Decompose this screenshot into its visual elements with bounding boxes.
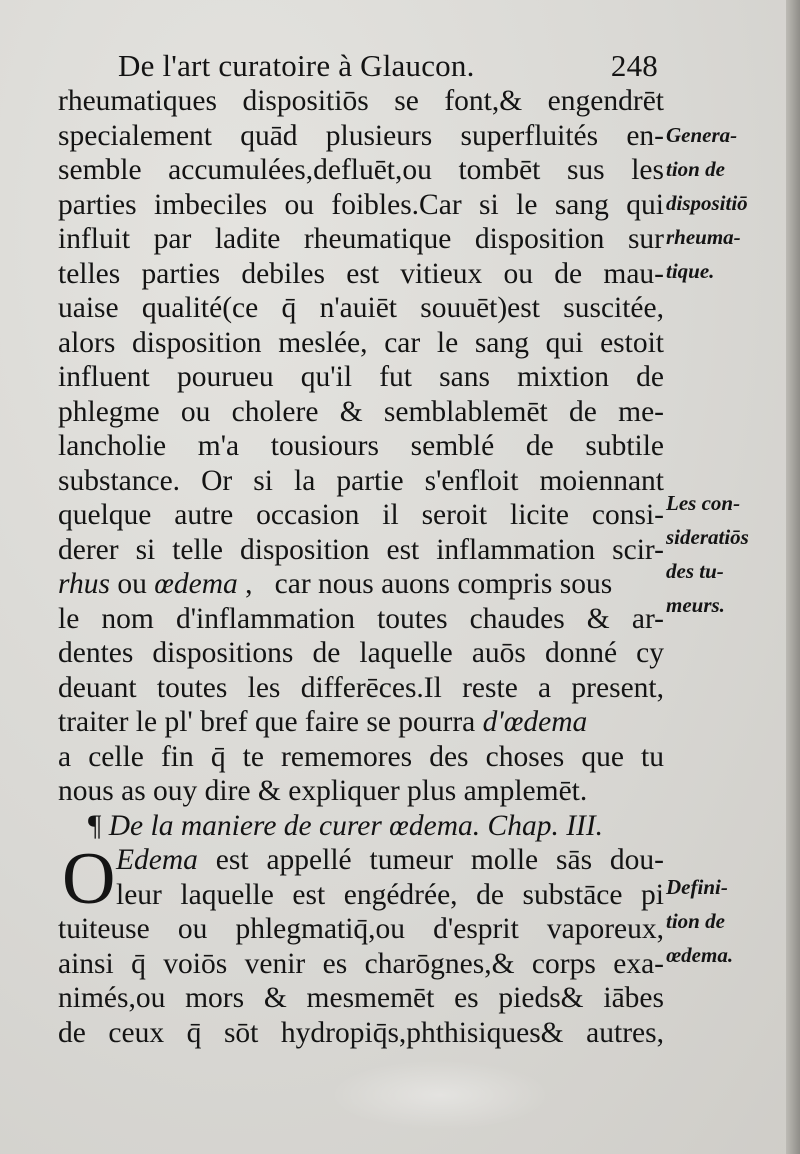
margin-note-line: tion de (666, 157, 725, 181)
text-line: quelque autre occasion il seroit licite consi- (58, 499, 664, 531)
margin-note-line: œdema. (666, 943, 734, 967)
text-line: le nom d'inflammation toutes chaudes & ar- (58, 602, 664, 635)
text-line: dentes dispositions de laquelle auōs donné cy (58, 637, 664, 669)
italic-term: rhus (58, 568, 110, 600)
text-line: influit par ladite rheumatique disposition sur (58, 223, 664, 255)
text-line-scirrhus (58, 567, 664, 602)
running-head (118, 48, 658, 88)
chapter-heading (58, 809, 664, 844)
text-line: telles parties debiles est vitieux ou de mau- (58, 257, 664, 290)
margin-note-line: des tu- (666, 559, 724, 583)
text-line: specialement quād plusieurs superfluités en- (58, 119, 664, 152)
body-text (58, 84, 664, 1050)
margin-note-generation (666, 118, 790, 288)
chapter-number: Chap. III. (480, 809, 604, 842)
text-line: derer si telle disposition est inflammation scir- (58, 533, 664, 566)
chapter-title: De la maniere de curer œdema. (108, 809, 481, 842)
margin-note-line: Les con- (666, 491, 741, 515)
margin-note-line: tion de (666, 909, 725, 933)
text-fragment: traiter le pl' bref que faire se pourra (58, 706, 483, 738)
margin-note-line: dispositiō (666, 191, 748, 215)
text-line (58, 843, 664, 878)
italic-term: œdema (154, 568, 238, 600)
margin-note-line: sideratiōs (666, 525, 749, 549)
running-head-title: De l'art curatoire à Glaucon. (118, 48, 475, 83)
margin-note-line: Defini- (666, 875, 728, 899)
text-line: deuant toutes les differēces.Il reste a present, (58, 671, 664, 704)
text-line: phlegme ou cholere & semblablemēt de me- (58, 395, 664, 428)
text-line-oedema (58, 705, 664, 740)
margin-note-line: meurs. (666, 593, 725, 617)
text-line: semble accumulées,defluēt,ou tombēt sus les (58, 154, 664, 186)
text-line: de ceux q̄ sōt hydropiq̄s,phthisiques& autres, (58, 1016, 664, 1049)
page-number: 248 (610, 48, 658, 83)
text-line: lancholie m'a tousiours semblé de subtile (58, 430, 664, 462)
margin-note-line: Genera- (666, 123, 738, 147)
italic-term: Edema (116, 844, 198, 876)
text-line: nimés,ou mors & mesmemēt es pieds& iābes (58, 982, 664, 1014)
text-line: substance. Or si la partie s'enfloit moiennant (58, 464, 664, 497)
text-line: influent pourueu qu'il fut sans mixtion de (58, 361, 664, 393)
margin-note-considerations (666, 486, 790, 622)
margin-note-line: tique. (666, 259, 715, 283)
text-line: alors disposition meslée, car le sang qui estoit (58, 326, 664, 359)
text-line: a celle fin q̄ te rememores des choses que tu (58, 740, 664, 773)
text-line: rheumatiques dispositiōs se font,& engendrēt (58, 85, 664, 117)
text-fragment: , car nous auons compris sous (237, 568, 613, 600)
chapter-opening (58, 838, 664, 920)
text-line: tuiteuse ou phlegmatiq̄,ou d'esprit vaporeux, (58, 913, 664, 945)
margin-note-definition (666, 870, 790, 972)
text-line: parties imbeciles ou foibles.Car si le sang qui (58, 188, 664, 221)
margin-note-line: rheuma- (666, 225, 741, 249)
text-line: nous as ouy dire & expliquer plus amplemēt. (58, 775, 588, 807)
text-fragment: est appellé tumeur molle sās dou- (197, 844, 664, 876)
text-line: leur laquelle est engédrée, de substāce pi (116, 878, 664, 911)
pilcrow-icon: ¶ (88, 809, 102, 842)
text-line: uaise qualité(ce q̄ n'auiēt souuēt)est suscitée, (58, 292, 664, 324)
text-line: ainsi q̄ voiōs venir es charōgnes,& corps exa- (58, 947, 664, 980)
italic-term: d'œdema (482, 706, 588, 738)
drop-capital: O (62, 838, 116, 920)
text-fragment: ou (109, 568, 155, 600)
paper-smudge (330, 1060, 550, 1130)
